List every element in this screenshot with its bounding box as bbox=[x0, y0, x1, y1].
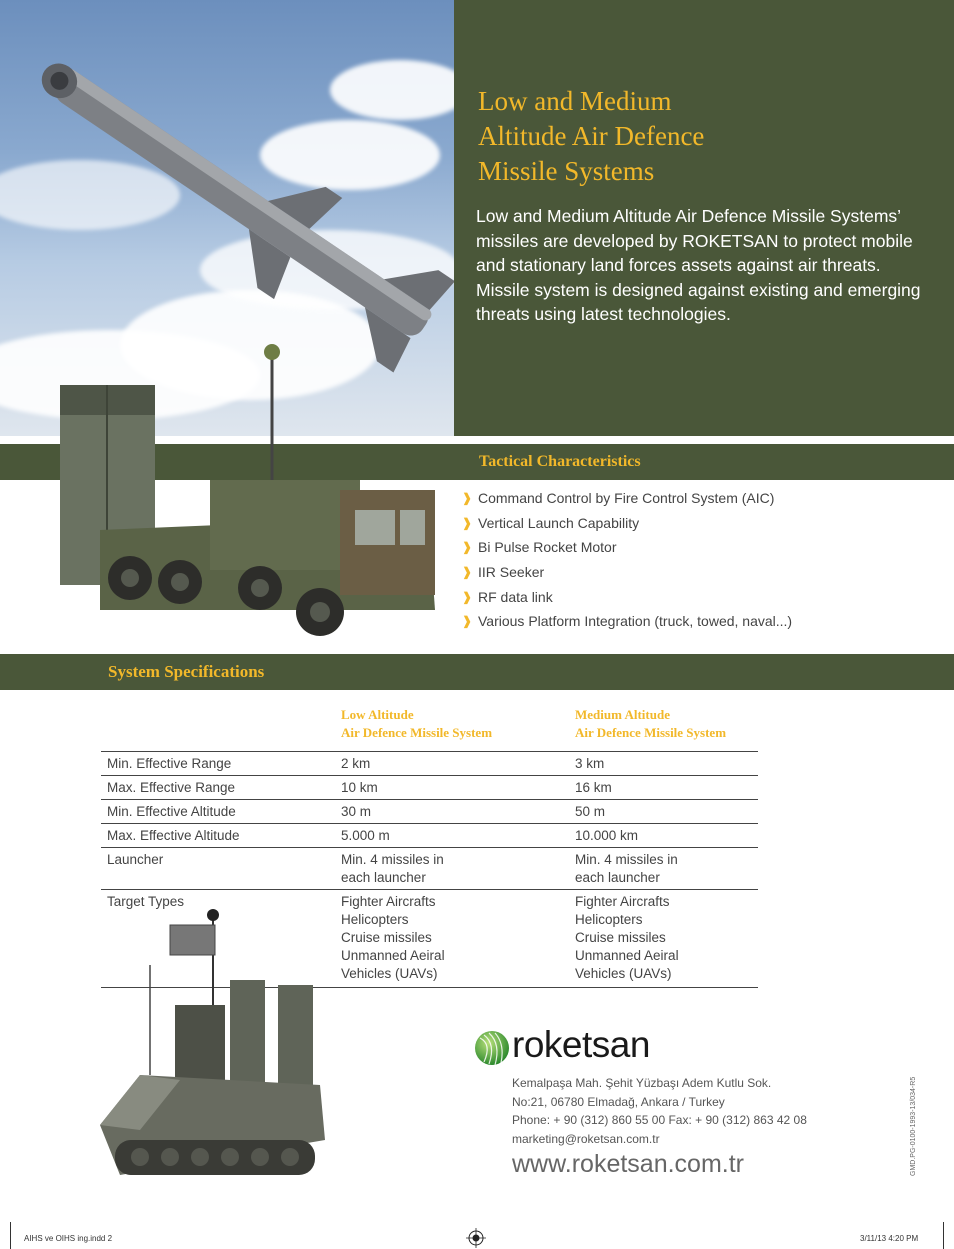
registration-mark-icon bbox=[466, 1228, 486, 1248]
list-item: ❱ Command Control by Fire Control System (AIC) bbox=[462, 490, 775, 507]
company-logo-text: roketsan bbox=[512, 1024, 650, 1065]
specs-heading: System Specifications bbox=[108, 662, 265, 681]
list-item: ❱ Bi Pulse Rocket Motor bbox=[462, 539, 617, 556]
email-link[interactable]: marketing@roketsan.com.tr bbox=[512, 1131, 660, 1146]
roketsan-logo-icon bbox=[474, 1030, 510, 1066]
table-row: Launcher Min. 4 missiles in each launcher Min. 4 missiles in each launcher bbox=[101, 848, 758, 890]
table-row: Min. Effective Range 2 km 3 km bbox=[101, 752, 758, 776]
chevron-right-icon: ❱ bbox=[462, 540, 473, 555]
print-date: 3/11/13 4:20 PM bbox=[860, 1234, 919, 1243]
crop-mark bbox=[943, 1222, 944, 1249]
list-item: ❱ Various Platform Integration (truck, towed, naval...) bbox=[462, 613, 793, 630]
column-header-low: Low Altitude Air Defence Missile System bbox=[341, 707, 493, 740]
chevron-right-icon: ❱ bbox=[462, 491, 473, 506]
list-item: ❱ Vertical Launch Capability bbox=[462, 514, 640, 531]
intro-paragraph: Low and Medium Altitude Air Defence Missile Systems’ missiles are developed by ROKETSAN to protect mobile and stationary land forces assets against air threats. Missile system is designed against existing and emerging threats using latest technologies. bbox=[476, 206, 921, 325]
tactical-heading: Tactical Characteristics bbox=[479, 453, 641, 470]
document-code: GMD.PG-0100-1993-13/034-R5 bbox=[910, 1076, 917, 1176]
print-filename: AIHS ve OIHS ing.indd 2 bbox=[24, 1234, 113, 1243]
tactical-list bbox=[462, 486, 792, 634]
list-item: ❱ IIR Seeker bbox=[462, 564, 545, 581]
chevron-right-icon: ❱ bbox=[462, 589, 473, 604]
company-address: Kemalpaşa Mah. Şehit Yüzbaşı Adem Kutlu Sok. No:21, 06780 Elmadağ, Ankara / Turkey Phone: + 90 (312) 860 55 00 Fax: + 90 (312) 863 42 08 marketing@roketsan.com.tr bbox=[512, 1074, 807, 1148]
page-title: Low and Medium Altitude Air Defence Missile Systems bbox=[478, 86, 705, 186]
table-row: Min. Effective Altitude 30 m 50 m bbox=[101, 800, 758, 824]
chevron-right-icon: ❱ bbox=[462, 614, 473, 629]
table-row: Target Types Fighter Aircrafts Helicopters Cruise missiles Unmanned Aeiral Vehicles (UAVs) Fighter Aircrafts Helicopters Cruise missiles Unmanned Aeiral Vehicles (UAVs) bbox=[101, 890, 758, 988]
table-row: Max. Effective Range 10 km 16 km bbox=[101, 776, 758, 800]
chevron-right-icon: ❱ bbox=[462, 565, 473, 580]
list-item: ❱ RF data link bbox=[462, 588, 553, 605]
table-row: Max. Effective Altitude 5.000 m 10.000 km bbox=[101, 824, 758, 848]
chevron-right-icon: ❱ bbox=[462, 515, 473, 530]
tracked-vehicle-image bbox=[80, 905, 340, 1195]
truck-launcher-image bbox=[40, 340, 460, 650]
website-link[interactable]: www.roketsan.com.tr bbox=[512, 1150, 745, 1178]
crop-mark bbox=[10, 1222, 11, 1249]
column-header-medium: Medium Altitude Air Defence Missile System bbox=[575, 707, 727, 740]
